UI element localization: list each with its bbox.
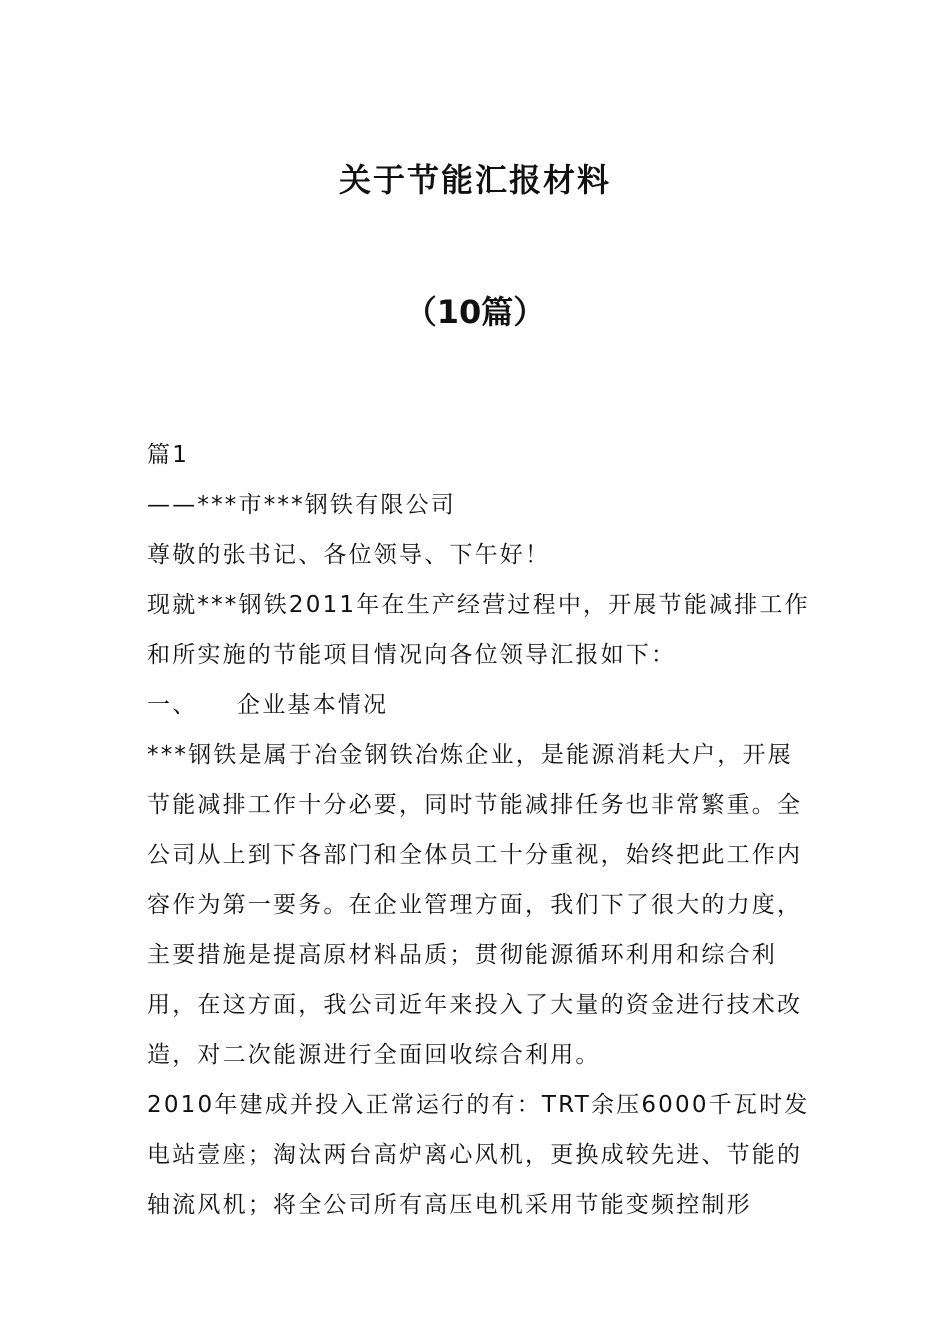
body-paragraph: 2010年建成并投入正常运行的有：TRT余压6000千瓦时发电站壹座；淘汰两台高炉离心风机，更换成较先进、节能的轴流风机；将全公司所有高压电机采用节能变频控制形 bbox=[147, 1092, 810, 1218]
document-body bbox=[147, 430, 817, 1230]
organization-line: ——***市***钢铁有限公司 bbox=[147, 492, 456, 518]
section-heading-text: 企业基本情况 bbox=[237, 692, 389, 718]
body-paragraph: ***钢铁是属于冶金钢铁冶炼企业，是能源消耗大户，开展节能减排工作十分必要，同时节能减排任务也非常繁重。全公司从上到下各部门和全体员工十分重视，始终把此工作内容作为第一要务。在企业管理方面，我们下了很大的力度，主要措施是提高原材料品质；贯彻能源循环利用和综合利用，在这方面，我公司近年来投入了大量的资金进行技术改造，对二次能源进行全面回收综合利用。 bbox=[147, 742, 803, 1068]
section-label: 篇1 bbox=[147, 442, 190, 468]
section-heading bbox=[147, 680, 817, 730]
intro-paragraph: 现就***钢铁2011年在生产经营过程中，开展节能减排工作和所实施的节能项目情况向各位领导汇报如下： bbox=[147, 592, 810, 668]
section-heading-number: 一、 bbox=[147, 692, 198, 718]
document-subtitle: （10篇） bbox=[404, 293, 546, 331]
greeting-line: 尊敬的张书记、各位领导、下午好！ bbox=[147, 542, 551, 568]
document-title: 关于节能汇报材料 bbox=[338, 161, 611, 199]
